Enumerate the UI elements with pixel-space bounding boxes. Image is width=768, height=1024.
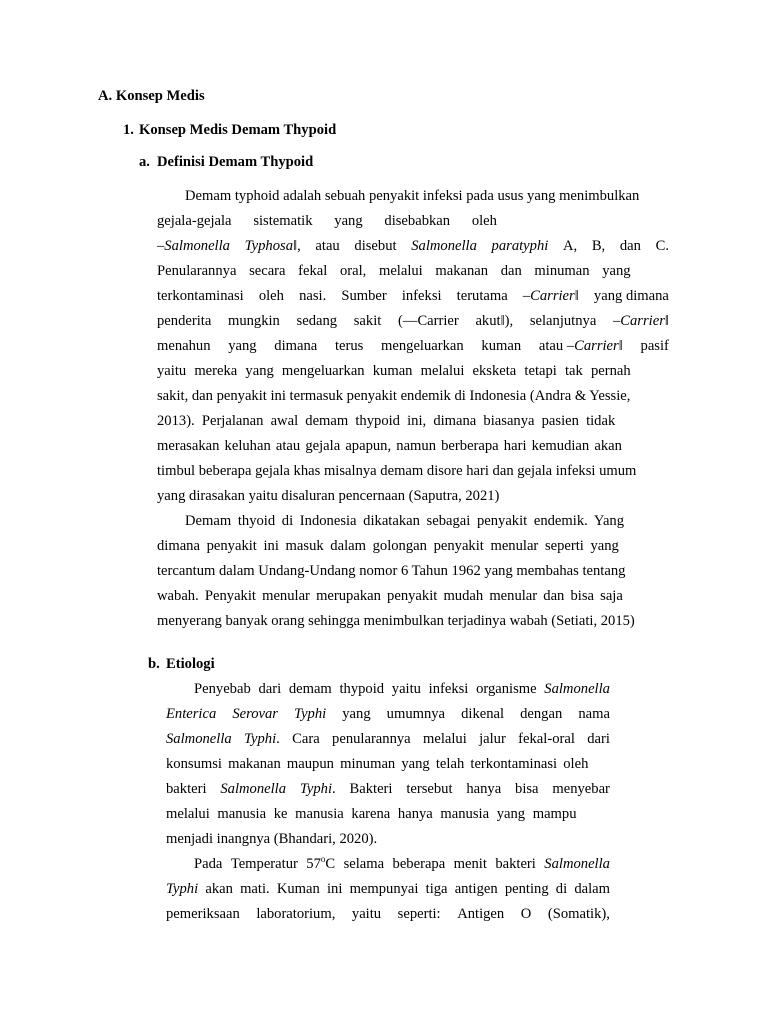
line-text: 2013). Perjalanan awal demam thypoid ini, dimana biasanya pasien tidak: [157, 413, 616, 429]
line-text: menyerang banyak orang sehingga menimbulkan terjadinya wabah (Setiati, 2015): [157, 613, 635, 629]
text-line: Salmonella Typhi. Cara penularannya melalui jalur fekal-oral dari: [166, 731, 610, 747]
line-text: yang dirasakan yaitu disaluran pencernaan (Saputra, 2021): [157, 488, 500, 504]
text-line: Pada Temperatur 57$^o$C selama beberapa menit bakteri Salmonella: [194, 854, 610, 872]
line-text: konsumsi makanan maupun minuman yang telah terkontaminasi oleh: [166, 756, 589, 772]
line-text: sakit, dan penyakit ini termasuk penyakit endemik di Indonesia (Andra & Yessie,: [157, 388, 631, 404]
heading-text: Definisi Demam Thypoid: [157, 154, 314, 170]
text-line: [157, 586, 669, 606]
heading-text: Konsep Medis Demam Thypoid: [139, 122, 337, 138]
text-line: [166, 829, 610, 849]
text-line: terkontaminasi oleh nasi. Sumber infeksi terutama –Carrier‖ yang dimana: [157, 288, 669, 304]
text-line: gejala-gejala sistematik yang disebabkan oleh: [157, 213, 497, 229]
text-line: [157, 561, 669, 581]
line-text: merasakan keluhan atau gejala apapun, namun berberapa hari kemudian akan: [157, 438, 622, 454]
heading-letter: b.: [148, 656, 160, 672]
text-line: [185, 511, 669, 531]
heading-konsep-medis: [98, 88, 205, 105]
text-line: [157, 436, 669, 456]
line-text: timbul beberapa gejala khas misalnya demam disore hari dan gejala infeksi umum: [157, 463, 637, 479]
line-text: Penularannya secara fekal oral, melalui makanan dan minuman yang: [157, 263, 631, 279]
line-text: yaitu mereka yang mengeluarkan kuman melalui eksketa tetapi tak pernah: [157, 363, 631, 379]
heading-definisi: [139, 154, 313, 171]
line-text: tercantum dalam Undang-Undang nomor 6 Tahun 1962 yang membahas tentang: [157, 563, 626, 579]
text-line: pemeriksaan laboratorium, yaitu seperti: Antigen O (Somatik),: [166, 906, 610, 922]
text-line: [157, 536, 669, 556]
heading-number: 1.: [123, 122, 134, 138]
text-line: bakteri Salmonella Typhi. Bakteri tersebut hanya bisa menyebar: [166, 781, 610, 797]
line-text: Demam thyoid di Indonesia dikatakan sebagai penyakit endemik. Yang: [185, 513, 625, 529]
text-line: [185, 186, 669, 206]
text-line: Penyebab dari demam thypoid yaitu infeksi organisme Salmonella: [194, 681, 610, 697]
text-line: [157, 386, 669, 406]
text-line: [157, 461, 669, 481]
text-line: menahun yang dimana terus mengeluarkan kuman atau –Carrier‖ pasif: [157, 338, 669, 354]
line-text: dimana penyakit ini masuk dalam golongan penyakit menular seperti yang: [157, 538, 619, 554]
text-line: –Salmonella Typhosa‖, atau disebut Salmonella paratyphi A, B, dan C.: [157, 238, 669, 254]
text-line: [157, 611, 669, 631]
text-line: Enterica Serovar Typhi yang umumnya dikenal dengan nama: [166, 706, 610, 722]
heading-etiologi: [148, 656, 215, 673]
text-line: [157, 486, 669, 506]
text-line: Typhi akan mati. Kuman ini mempunyai tiga antigen penting di dalam: [166, 881, 610, 897]
line-text: melalui manusia ke manusia karena hanya manusia yang mampu: [166, 806, 577, 822]
text-line: penderita mungkin sedang sakit (―Carrier akut‖), selanjutnya –Carrier‖: [157, 313, 669, 329]
text-line: [157, 261, 669, 281]
heading-letter: a.: [139, 154, 150, 170]
line-text: wabah. Penyakit menular merupakan penyakit mudah menular dan bisa saja: [157, 588, 623, 604]
heading-text: Etiologi: [166, 656, 215, 672]
text-line: [157, 361, 669, 381]
line-text: Demam typhoid adalah sebuah penyakit infeksi pada usus yang menimbulkan: [185, 188, 640, 204]
text-line: [166, 804, 610, 824]
text-line: [166, 754, 610, 774]
heading-konsep-medis-demam-thypoid: [123, 122, 336, 139]
line-text: menjadi inangnya (Bhandari, 2020).: [166, 831, 378, 847]
heading-konsep-medis-text: A. Konsep Medis: [98, 88, 205, 104]
text-line: [157, 411, 669, 431]
